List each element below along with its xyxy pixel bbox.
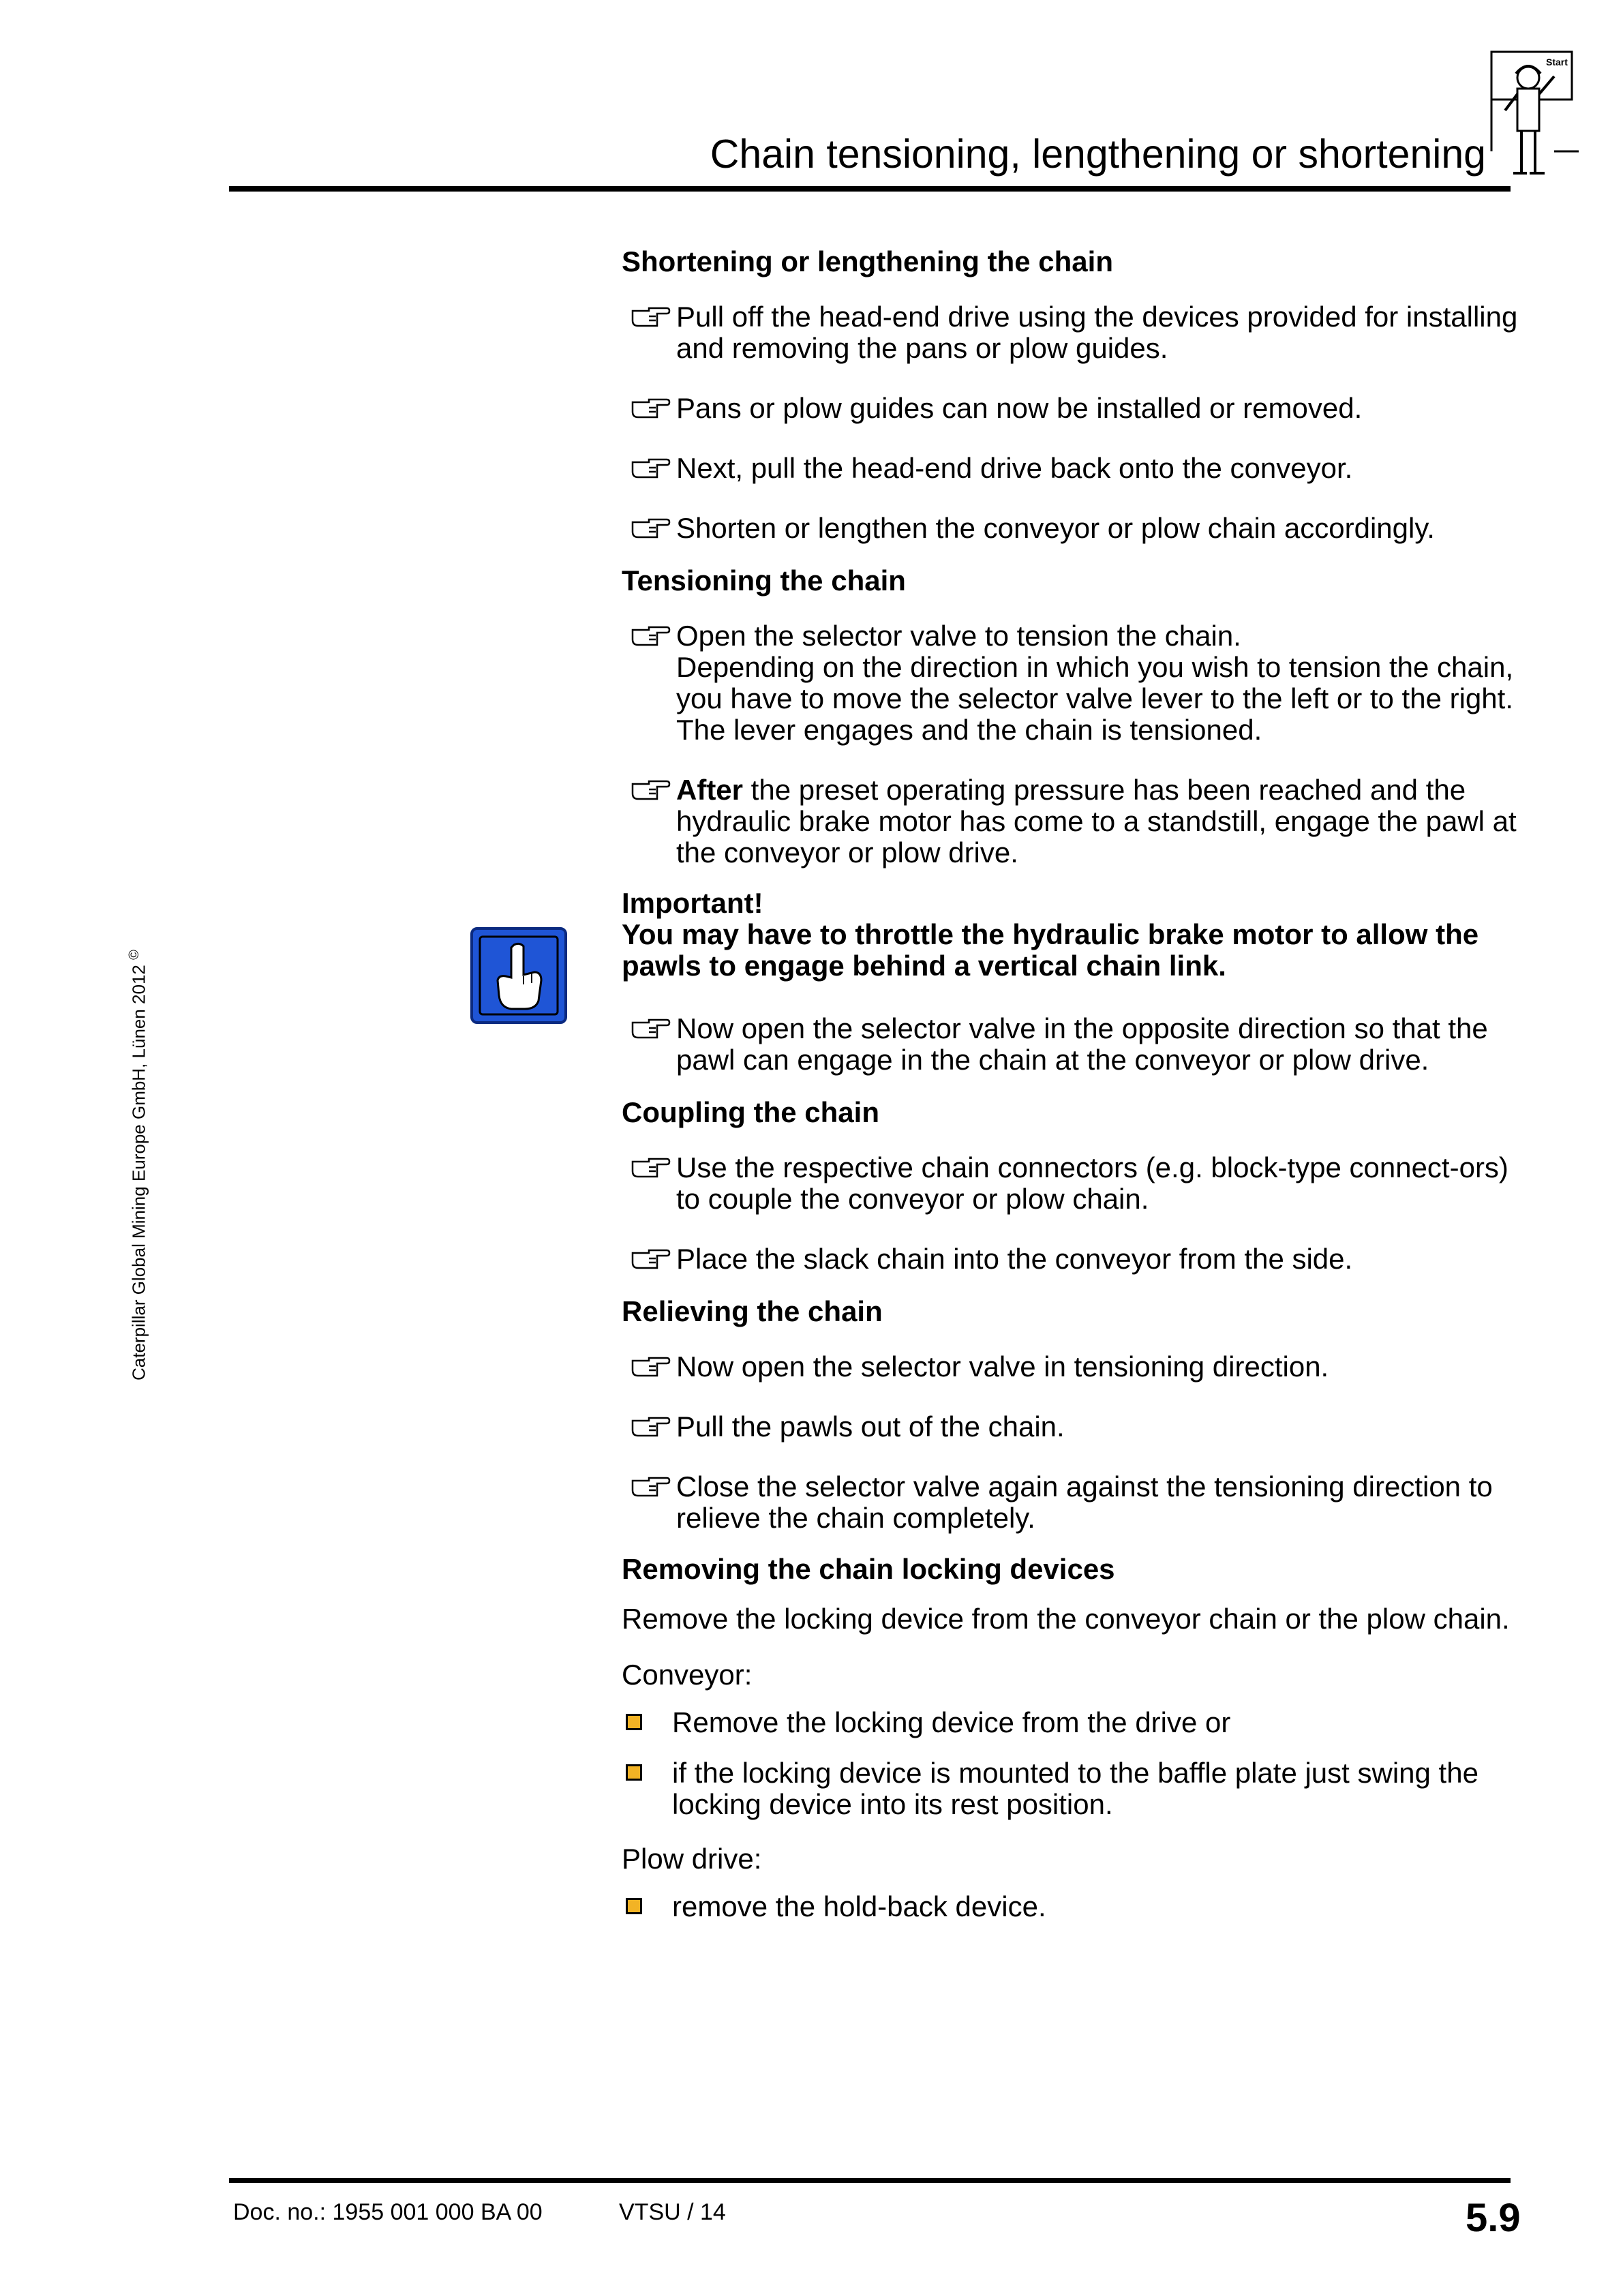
step-item [622,1411,1521,1442]
square-bullet-icon [626,1714,642,1730]
list-item [622,1707,1521,1738]
pointing-hand-icon [630,457,671,480]
important-text: You may have to throttle the hydraulic brake motor to allow the pawls to engage behind a vertical chain link. [622,918,1479,982]
worker-mascot-icon [1486,49,1581,185]
step-text: Use the respective chain connectors (e.g. block-type connect-ors) to couple the conveyor or plow chain. [676,1151,1508,1215]
list-item [622,1757,1521,1820]
step-text: Pans or plow guides can now be installed or removed. [676,392,1363,424]
copyright-symbol: © [127,950,142,960]
step-text: Next, pull the head-end drive back onto the conveyor. [676,452,1353,484]
footer-vtsu: VTSU / 14 [619,2199,726,2225]
step-text: Now open the selector valve in tensioning direction. [676,1350,1329,1383]
step-item [622,1351,1521,1383]
square-bullet-icon [626,1764,642,1781]
step-text: Now open the selector valve in the opposite direction so that the pawl can engage in the chain at the conveyor or plow drive. [676,1012,1488,1076]
step-item [622,1471,1521,1534]
square-bullet-icon [626,1898,642,1914]
heading-shortening: Shortening or lengthening the chain [622,245,1113,277]
step-item [622,513,1521,544]
list-item-text: if the locking device is mounted to the baffle plate just swing the locking device into its rest position. [672,1757,1478,1820]
list-item-text: Remove the locking device from the drive or [672,1706,1231,1738]
page-title: Chain tensioning, lengthening or shortening [710,132,1486,177]
removing-intro: Remove the locking device from the conveyor chain or the plow chain. [622,1603,1510,1635]
step-item [622,1243,1521,1275]
footer-doc-number: Doc. no.: 1955 001 000 BA 00 [233,2199,543,2225]
list-item-text: remove the hold-back device. [672,1890,1046,1922]
main-content [622,245,1521,1942]
important-label: Important! [622,887,763,919]
step-text: the preset operating pressure has been reached and the hydraulic brake motor has come to a standstill, engage the pawl at the conveyor or plow drive. [676,774,1517,868]
step-text: Pull off the head-end drive using the devices provided for installing and removing the pans or plow guides. [676,301,1518,364]
step-item [622,774,1521,868]
step-text: Open the selector valve to tension the chain. [676,620,1241,652]
pointing-hand-icon [630,624,671,648]
pointing-hand-icon [630,779,671,802]
page-number: 5.9 [1466,2196,1521,2240]
heading-coupling: Coupling the chain [622,1096,879,1128]
pointing-hand-icon [630,517,671,540]
step-text-bold: After [676,774,744,806]
step-item [622,393,1521,424]
pointing-hand-icon [630,1415,671,1438]
important-note [622,888,1521,982]
pointing-hand-icon [630,1156,671,1179]
pointing-hand-icon [630,305,671,329]
list-item [622,1891,1521,1922]
step-text-detail: Depending on the direction in which you wish to tension the chain, you have to move the selector valve lever to the left or to the right. The lever engages and the chain is tensioned. [676,651,1514,746]
step-item [622,1152,1521,1215]
pointing-hand-icon [630,1017,671,1040]
pointing-hand-icon [630,1248,671,1271]
heading-removing: Removing the chain locking devices [622,1553,1115,1585]
pointing-hand-icon [630,397,671,420]
copyright-text: Caterpillar Global Mining Europe GmbH, Lünen 2012 [128,965,149,1380]
footer-rule [229,2178,1511,2183]
step-text: Shorten or lengthen the conveyor or plow chain accordingly. [676,512,1435,544]
copyright-vertical [124,950,149,1380]
pointing-hand-icon [630,1355,671,1378]
plow-label: Plow drive: [622,1843,762,1875]
step-item [622,301,1521,364]
conveyor-label: Conveyor: [622,1659,753,1691]
step-text: Place the slack chain into the conveyor from the side. [676,1243,1353,1275]
raised-finger-icon [470,927,567,1024]
heading-relieving: Relieving the chain [622,1295,883,1327]
step-item [622,453,1521,484]
step-text: Close the selector valve again against the tensioning direction to relieve the chain completely. [676,1470,1493,1534]
header-rule [229,186,1511,192]
step-text: Pull the pawls out of the chain. [676,1410,1065,1442]
step-item [622,1013,1521,1076]
step-item [622,620,1521,746]
pointing-hand-icon [630,1475,671,1498]
heading-tensioning: Tensioning the chain [622,564,906,596]
mascot-start-label: Start [1546,57,1568,67]
